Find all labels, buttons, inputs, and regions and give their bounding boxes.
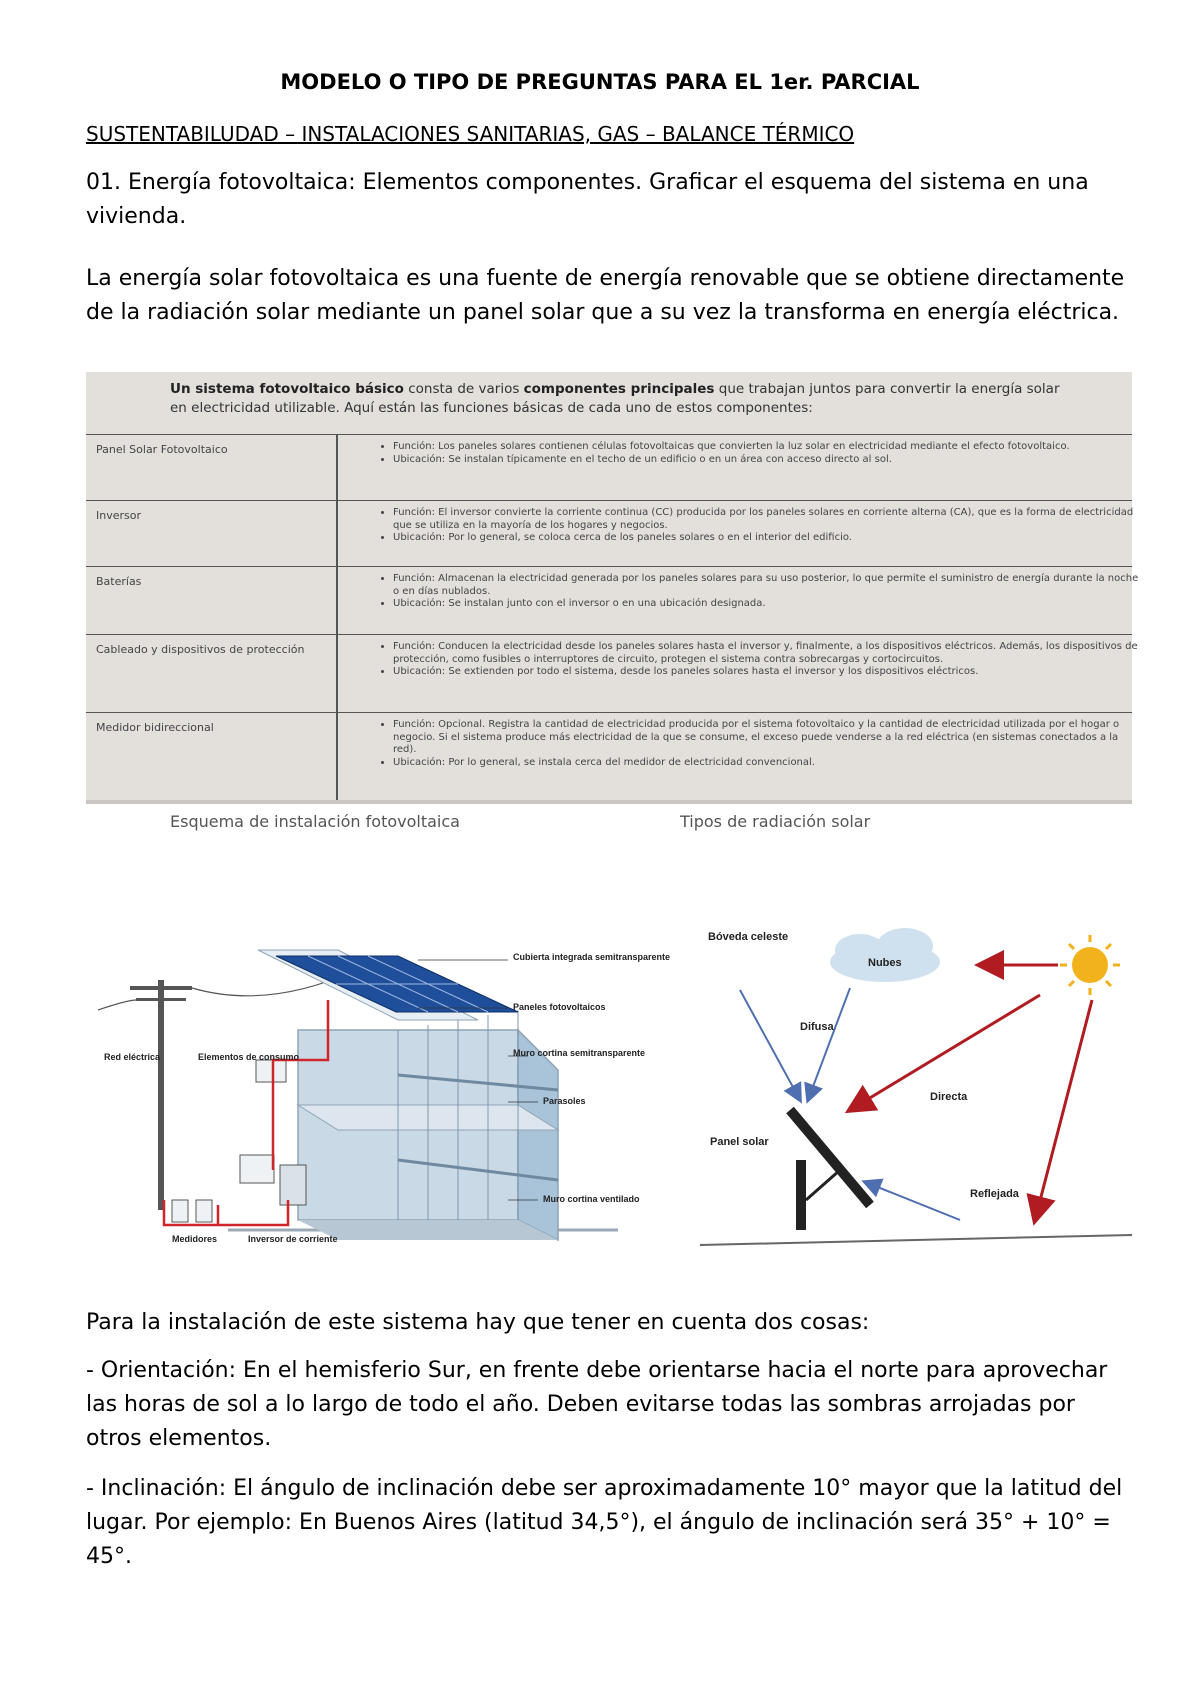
table-intro-end: que trabajan juntos para convertir la energía solar en electricidad utilizable. Aquí están las funciones básicas de cada uno de estos componentes: [170,381,1060,416]
detail-location: • Ubicación: Se extienden por todo el sistema, desde los paneles solares hasta el inversor y los dispositivos eléctricos. [393,666,1143,679]
table-row [86,634,1138,713]
inverter-icon [280,1165,306,1205]
label-directa: Directa [930,1091,968,1103]
detail-function: • Función: Los paneles solares contienen células fotovoltaicas que convierten la luz solar en electricidad mediante el efecto fotovoltaico. [393,441,1143,454]
component-details [371,719,1143,769]
question-text: 01. Energía fotovoltaica: Elementos componentes. Graficar el esquema del sistema en una vivienda. [86,170,1089,229]
page-subtitle: SUSTENTABILUDAD – INSTALACIONES SANITARIAS, GAS – BALANCE TÉRMICO [86,122,855,146]
label-boveda-text: Bóveda celeste [708,931,789,943]
radiation-diagram [700,900,1132,1250]
label-paneles: Paneles fotovoltaicos [513,1002,606,1012]
label-reflejada: Reflejada [970,1188,1019,1200]
detail-function: • Función: El inversor convierte la corriente continua (CC) producida por los paneles solares en corriente alterna (CA), que es la forma de electricidad que se utiliza en la mayoría de los hogares y negocios. [393,507,1143,532]
meter-icon-1 [172,1200,188,1222]
table-bottom-shadow [86,800,1132,804]
table-intro-mid: consta de varios [403,381,524,397]
meter-icon-2 [196,1200,212,1222]
label-parasoles: Parasoles [543,1096,586,1106]
page-title: MODELO O TIPO DE PREGUNTAS PARA EL 1er. PARCIAL [280,70,920,94]
label-panel: Panel solar [710,1136,769,1148]
table-row [86,434,1132,501]
label-boveda [708,931,788,943]
inclination-paragraph: - Inclinación: El ángulo de inclinación debe ser aproximadamente 10° mayor que la latitud del lugar. Por ejemplo: En Buenos Aires (latitud 34,5°), el ángulo de inclinación será 35° + 10° = 45°. [86,1476,1123,1569]
intro-paragraph: La energía solar fotovoltaica es una fuente de energía renovable que se obtiene directamente de la radiación solar mediante un panel solar que a su vez la transforma en energía eléctrica. [86,266,1125,325]
house-structure [298,1010,558,1240]
table-intro [170,380,1070,418]
label-muro-ventilado: Muro cortina ventilado [543,1194,640,1204]
table-row [86,500,1132,567]
component-details [371,441,1143,466]
installation-diagram [98,900,688,1250]
installation-intro: Para la instalación de este sistema hay que tener en cuenta dos cosas: [86,1310,870,1335]
detail-function: • Función: Almacenan la electricidad generada por los paneles solares para su uso posterior, lo que permite el suministro de energía durante la noche o en días nublados. [393,573,1143,598]
component-name: Medidor bidireccional [96,721,214,734]
component-name: Cableado y dispositivos de protección [96,643,305,656]
appliance-icon [240,1155,274,1183]
component-name: Panel Solar Fotovoltaico [96,443,228,456]
label-difusa: Difusa [800,1021,834,1033]
detail-location: • Ubicación: Se instalan típicamente en el techo de un edificio o en un área con acceso directo al sol. [393,454,1143,467]
label-red: Red eléctrica [104,1052,161,1062]
component-details [371,641,1143,679]
detail-function: • Función: Opcional. Registra la cantidad de electricidad producida por el sistema fotovoltaico y la cantidad de electricidad utilizada por el hogar o negocio. Si el sistema produce más electricidad de la que se consume, el exceso puede venderse a la red eléctrica (en sistemas conectados a la red). [393,719,1143,757]
label-inversor: Inversor de corriente [248,1234,338,1244]
detail-location: • Ubicación: Por lo general, se coloca cerca de los paneles solares o en el interior del edificio. [393,532,1143,545]
caption-installation-scheme: Esquema de instalación fotovoltaica [170,812,460,831]
label-cubierta: Cubierta integrada semitransparente [513,952,671,962]
components-table [86,372,1139,802]
orientation-paragraph: - Orientación: En el hemisferio Sur, en frente debe orientarse hacia el norte para aprovechar las horas de sol a lo largo de todo el año. Deben evitarse todas las sombras arrojadas por otros elementos. [86,1358,1108,1451]
detail-location: • Ubicación: Por lo general, se instala cerca del medidor de electricidad convencional. [393,757,1143,770]
component-details [371,507,1143,545]
component-name: Baterías [96,575,142,588]
label-muro-cortina: Muro cortina semitransparente [513,1048,646,1058]
label-nubes: Nubes [868,957,902,969]
component-details [371,573,1143,611]
table-intro-bold-2: componentes principales [523,381,715,397]
detail-function: • Función: Conducen la electricidad desde los paneles solares hasta el inversor y, finalmente, a los dispositivos eléctricos. Además, los dispositivos de protección, como fusibles o interruptores de circuito, protegen el sistema contra sobrecargas y cortocircuitos. [393,641,1143,666]
label-medidores: Medidores [172,1234,218,1244]
label-elementos: Elementos de consumo [198,1052,300,1062]
monitor-icon [256,1060,286,1082]
detail-location: • Ubicación: Se instalan junto con el inversor o en una ubicación designada. [393,598,1143,611]
table-intro-bold-1: Un sistema fotovoltaico básico [170,381,404,397]
caption-radiation-types: Tipos de radiación solar [680,812,871,831]
table-row [86,712,1132,803]
table-row [86,566,1139,635]
component-name: Inversor [96,509,141,522]
